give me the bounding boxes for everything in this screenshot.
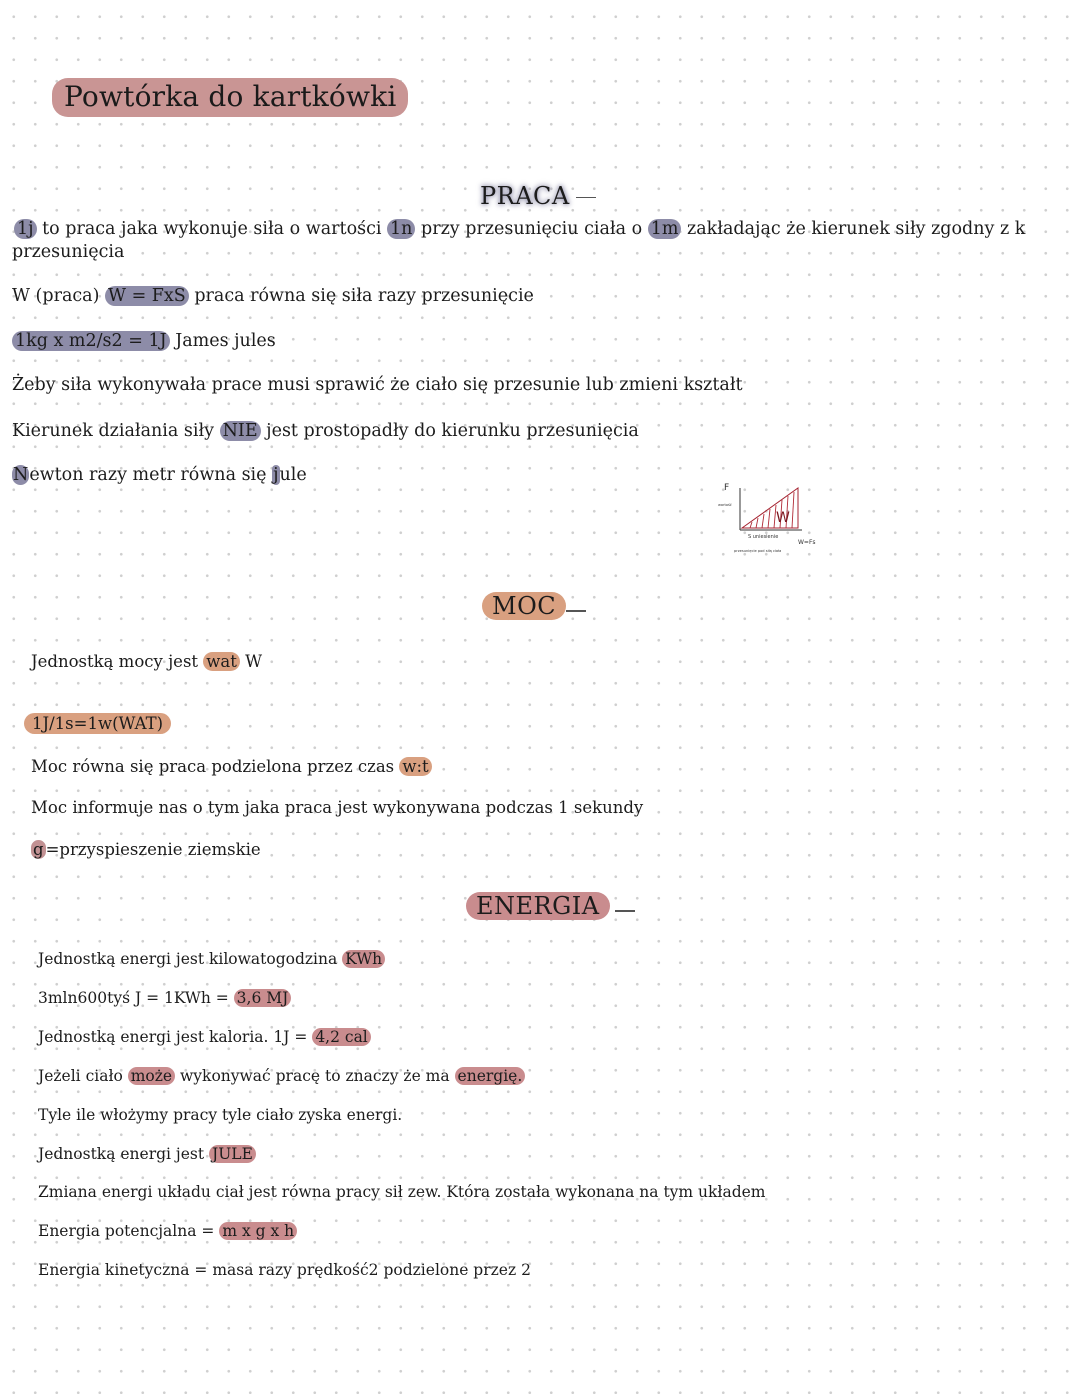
text: ule [279,465,307,485]
highlight: JULE [209,1145,256,1163]
page-title: Powtórka do kartkówki [52,78,408,117]
heading-dash [566,610,586,612]
praca-line-1 [14,219,1025,239]
sketch-axis-y-label: F [724,483,730,493]
heading-dash [615,910,635,912]
moc-heading-text: MOC [492,592,557,620]
highlight: j [273,465,279,485]
text: W [239,652,263,671]
sketch-right-note: W=Fs [798,539,816,546]
highlight: 1j [14,219,37,239]
highlight: w:t [399,757,431,776]
text: praca równa się siła razy przesunięcie [188,286,534,306]
sketch-area-label: W [776,510,790,526]
highlight: wat [203,652,240,671]
energia-line-6 [38,1145,256,1163]
text: Moc równa się praca podzielona przez czas [31,757,400,776]
text: zakładając że kierunek siły zgodny z k [681,219,1026,239]
section-heading-energia [466,892,610,920]
highlight: 4,2 cal [312,1028,370,1046]
highlight: 1m [648,219,682,239]
text: Jednostką energi jest kaloria. 1J = [38,1028,313,1046]
sketch-x-note: przesunięcie pod siłą ciała [734,549,782,553]
moc-line-1 [31,652,262,671]
highlight: KWh [342,950,385,968]
highlight: W = FxS [105,286,189,306]
text: James jules [169,331,276,351]
praca-line-3 [12,331,276,351]
highlight: 1n [387,219,415,239]
highlight: g [33,840,44,859]
moc-line-5 [31,840,261,859]
highlight: 3,6 MJ [234,989,292,1007]
sketch-axis-x-sub: S uniesienie [748,534,779,540]
energia-line-7: Zmiana energi układu ciał jest równa pracy sił zew. Która została wykonana na tym układem [38,1183,766,1201]
highlight: może [128,1067,175,1085]
heading-dash [576,197,596,199]
highlight: energię. [455,1067,526,1085]
moc-line-4: Moc informuje nas o tym jaka praca jest wykonywana podczas 1 sekundy [31,798,644,817]
highlight: N [13,465,29,485]
energia-line-3 [38,1028,371,1046]
text: ewton razy metr równa się [29,465,273,485]
praca-line-4: Żeby siła wykonywała prace musi sprawić że ciało się przesunie lub zmieni kształt [12,375,743,395]
text: Jednostką mocy jest [31,652,204,671]
text: Jednostką energi jest [38,1145,209,1163]
work-graph-sketch [712,478,832,564]
praca-line-2 [12,286,534,306]
energia-line-1 [38,950,385,968]
text: Kierunek działania siły [12,421,220,441]
praca-heading-text: PRACA [480,182,570,210]
energia-line-9: Energia kinetyczna = masa razy prędkość2 podzielone przez 2 [38,1261,531,1279]
energia-line-8 [38,1222,297,1240]
text: to praca jaka wykonuje siła o wartości [36,219,388,239]
text: =przyspieszenie ziemskie [45,840,261,859]
text: wykonywać pracę to znaczy że ma [175,1067,455,1085]
text: Jednostką energi jest kilowatogodzina [38,950,343,968]
energia-line-4 [38,1067,525,1085]
praca-line-1b: przesunięcia [12,242,125,262]
energia-line-5: Tyle ile włożymy pracy tyle ciało zyska energi. [38,1106,403,1124]
section-heading-moc [482,592,566,620]
text: przy przesunięciu ciała o [415,219,648,239]
text: Energia potencjalna = [38,1222,220,1240]
text: W (praca) [12,286,106,306]
sketch-axis-y-sub: wartość [718,503,732,507]
section-heading-praca [472,182,604,210]
text: 3mln600tyś J = 1KWh = [38,989,234,1007]
text: jest prostopadły do kierunku przesunięcia [260,421,639,441]
moc-line-2: 1J/1s=1w(WAT) [24,713,171,734]
praca-line-5 [12,421,639,441]
energia-line-2 [38,989,291,1007]
moc-line-3 [31,757,432,776]
praca-line-6 [12,465,307,485]
highlight: m x g x h [219,1222,297,1240]
energia-heading-text: ENERGIA [476,892,600,920]
highlight: NIE [220,421,261,441]
text: Jeżeli ciało [38,1067,128,1085]
highlight: 1kg x m2/s2 = 1J [12,331,170,351]
